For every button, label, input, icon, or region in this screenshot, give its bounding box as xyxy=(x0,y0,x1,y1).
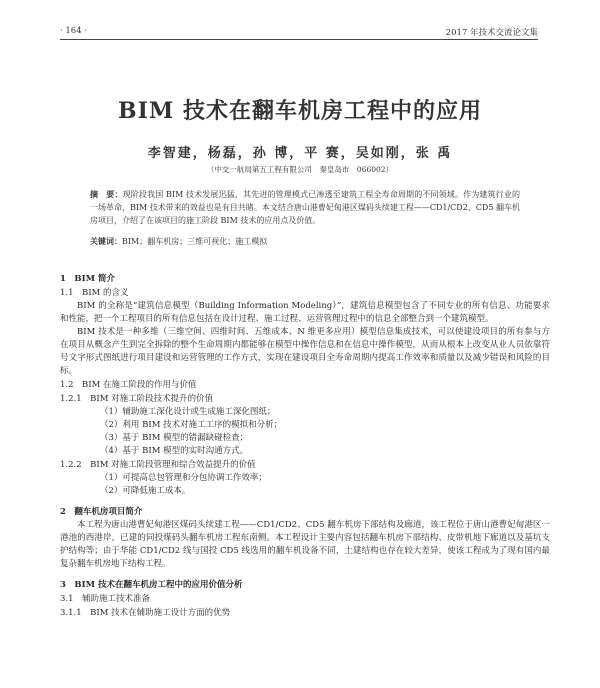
abstract xyxy=(90,188,520,227)
keywords-text: BIM；翻车机房；三维可视化；施工模拟 xyxy=(122,237,268,246)
list-item: （2）利用 BIM 技术对施工工序的模拟和分析； xyxy=(100,420,283,430)
section-heading: 1 BIM 简介 xyxy=(60,274,115,284)
subsubsection-heading: 3.1.1 BIM 技术在辅助施工设计方面的优势 xyxy=(60,608,231,618)
paragraph: 本工程为唐山港曹妃甸港区煤码头续建工程——CD1/CD2、CD5 翻车机房下部结构及廊道，该工程位于唐山港曹妃甸港区一港池的西港岸，已建的同投煤码头翻车机房工程东南侧。本工程设计主要内容包括翻车机房下部结构、皮带机地下廊道以及基坑支护结构等；由于华能 CD1/CD2 线与国投 CD5 线选用的翻车机设备不同，土建结构也存在较大差异，使该工程成为了现有国内最复杂翻车机房地下结构工程。 xyxy=(60,520,550,569)
section-heading: 3 BIM 技术在翻车机房工程中的应用价值分析 xyxy=(60,580,243,590)
journal-name: 2017 年技术交流论文集 xyxy=(445,28,538,38)
section-heading: 2 翻车机房项目简介 xyxy=(60,507,143,517)
affiliation: （中交一航局第五工程有限公司 秦皇岛市 066002） xyxy=(206,165,394,174)
abstract-label: 摘 要： xyxy=(90,189,123,199)
subsection-heading: 3.1 辅助施工技术准备 xyxy=(60,594,151,604)
subsection-heading: 1.1 BIM 的含义 xyxy=(60,288,129,298)
page-header xyxy=(60,24,538,40)
subsubsection-heading: 1.2.2 BIM 对施工阶段管理和综合效益提升的价值 xyxy=(60,460,256,470)
list-item: （1）辅助施工深化设计或生成施工深化图纸； xyxy=(100,407,276,417)
list-item: （1）可提高总包管理和分包协调工作效率； xyxy=(100,473,267,483)
page-number: · 164 · xyxy=(60,26,88,36)
keywords-label: 关键词： xyxy=(90,236,122,246)
subsubsection-heading: 1.2.1 BIM 对施工阶段技术提升的价值 xyxy=(60,394,214,404)
authors: 李智建，杨磊，孙 博，平 赛，吴如刚，张 禹 xyxy=(147,146,453,161)
paper-title: BIM 技术在翻车机房工程中的应用 xyxy=(118,98,482,124)
list-item: （3）基于 BIM 模型的错漏缺碰检查； xyxy=(100,433,249,443)
list-item: （2）可降低施工成本。 xyxy=(100,486,191,496)
subsection-heading: 1.2 BIM 在施工阶段的作用与价值 xyxy=(60,380,197,390)
list-item: （4）基于 BIM 模型的实时沟通方式。 xyxy=(100,446,249,456)
paragraph: BIM 的全称是“建筑信息模型（Building Information Modeling）”，建筑信息模型包含了不同专业的所有信息、功能要求和性能，把一个工程项目的所有信息包括在设计过程、施工过程、运营管理过程中的信息全部整合到一个建筑模型。 xyxy=(60,301,550,324)
body-text xyxy=(60,265,550,620)
paragraph: BIM 技术是一种多维（三维空间、四维时间、五维成本、N 维更多应用）模型信息集成技术，可以使建设项目的所有参与方在项目从概念产生到完全拆除的整个生命周期内都能够在模型中操作信息和在信息中操作模型，从而从根本上改变从业人员依靠符号文字形式图纸进行项目建设和运营管理的工作方式，实现在建设项目全寿命周期内提高工作效率和质量以及减少错误和风险的目标。 xyxy=(60,327,550,376)
keywords xyxy=(90,236,520,247)
abstract-text: 现阶段我国 BIM 技术发展迅猛，其先进的管理模式已渗透至建筑工程全寿命周期的不同领域。作为建筑行业的一场革命，BIM 技术带来的效益也是有目共睹。本文结合唐山港曹妃甸港区煤码头续建工程——CD1/CD2、CD5 翻车机房项目，介绍了在该项目的施工阶段 BIM 技术的应用点及价值。 xyxy=(90,190,521,225)
